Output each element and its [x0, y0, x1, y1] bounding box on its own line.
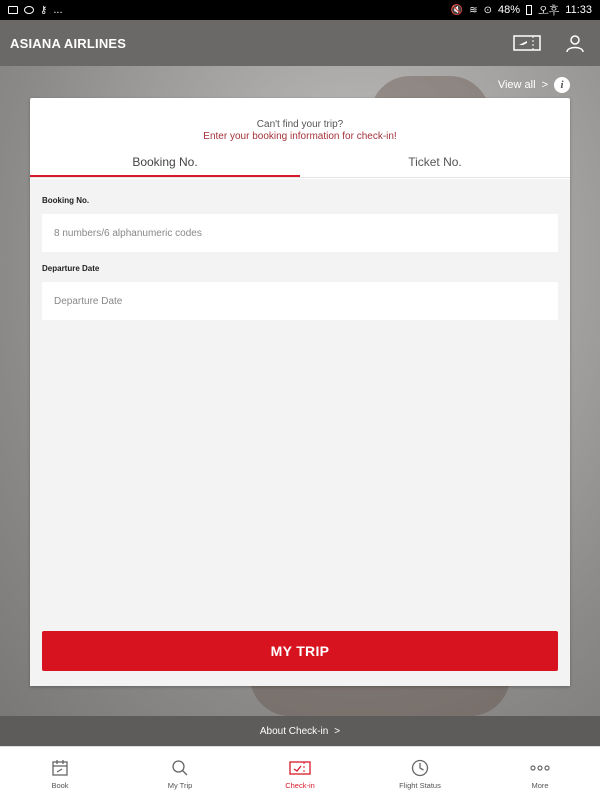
- view-all-link[interactable]: [498, 77, 570, 93]
- booking-form: [30, 179, 570, 686]
- brand-logo: ASIANA AIRLINES: [10, 35, 127, 51]
- chat-notification-icon: [24, 6, 34, 14]
- status-more-text: ...: [53, 4, 63, 16]
- tab-booking-no[interactable]: Booking No.: [30, 148, 300, 177]
- clock-icon: [410, 758, 430, 778]
- person-icon: [565, 33, 585, 53]
- ticket-icon: [288, 758, 312, 778]
- key-icon: ⚷: [40, 4, 48, 16]
- app-bar: [0, 20, 600, 66]
- view-all-label: View all: [497, 79, 536, 91]
- my-trip-button[interactable]: MY TRIP: [42, 631, 558, 671]
- status-right: [451, 2, 592, 18]
- booking-no-label: Booking No.: [42, 196, 90, 205]
- about-checkin-link[interactable]: [0, 716, 600, 746]
- nav-my-trip[interactable]: [120, 747, 240, 800]
- departure-date-input[interactable]: [42, 282, 558, 320]
- chevron-right-icon: >: [541, 79, 548, 91]
- status-period: 오후: [538, 5, 560, 17]
- nav-flight-status[interactable]: [360, 747, 480, 800]
- search-tabs: [30, 148, 570, 178]
- account-button[interactable]: [560, 28, 590, 58]
- hint-question: Can't find your trip?: [256, 119, 344, 130]
- boarding-pass-icon: [513, 34, 541, 52]
- nav-book[interactable]: [0, 747, 120, 800]
- status-bar: [0, 0, 600, 20]
- info-icon[interactable]: i: [554, 77, 570, 93]
- nav-check-in[interactable]: [240, 747, 360, 800]
- battery-percent: 48%: [497, 4, 521, 16]
- search-icon: [170, 758, 190, 778]
- about-checkin-label: About Check-in: [259, 725, 329, 737]
- booking-no-input[interactable]: [42, 214, 558, 252]
- nav-more[interactable]: [480, 747, 600, 800]
- card-hint: [30, 98, 570, 143]
- more-icon: [529, 758, 551, 778]
- mute-icon: 🔇: [450, 4, 464, 16]
- hint-instruction: Enter your booking information for check-in!: [203, 131, 397, 142]
- calendar-icon: [50, 758, 70, 778]
- wifi-icon: ≋: [469, 4, 478, 16]
- status-left: [8, 4, 63, 16]
- chevron-right-icon: >: [334, 725, 341, 737]
- battery-icon: [526, 5, 532, 15]
- nav-my-trip-label: My Trip: [167, 780, 193, 790]
- gallery-notification-icon: [8, 6, 18, 14]
- bottom-nav: [0, 746, 600, 800]
- nav-book-label: Book: [51, 780, 69, 790]
- checkin-card: [30, 98, 570, 686]
- nav-check-in-label: Check-in: [285, 780, 315, 790]
- boarding-pass-button[interactable]: [512, 28, 542, 58]
- nav-more-label: More: [531, 780, 549, 790]
- nav-flight-status-label: Flight Status: [399, 780, 441, 790]
- alarm-icon: ⊙: [483, 4, 492, 16]
- status-time: 11:33: [565, 4, 592, 16]
- app-bar-actions: [512, 28, 590, 58]
- tab-ticket-no[interactable]: Ticket No.: [408, 155, 462, 169]
- departure-date-label: Departure Date: [42, 264, 100, 273]
